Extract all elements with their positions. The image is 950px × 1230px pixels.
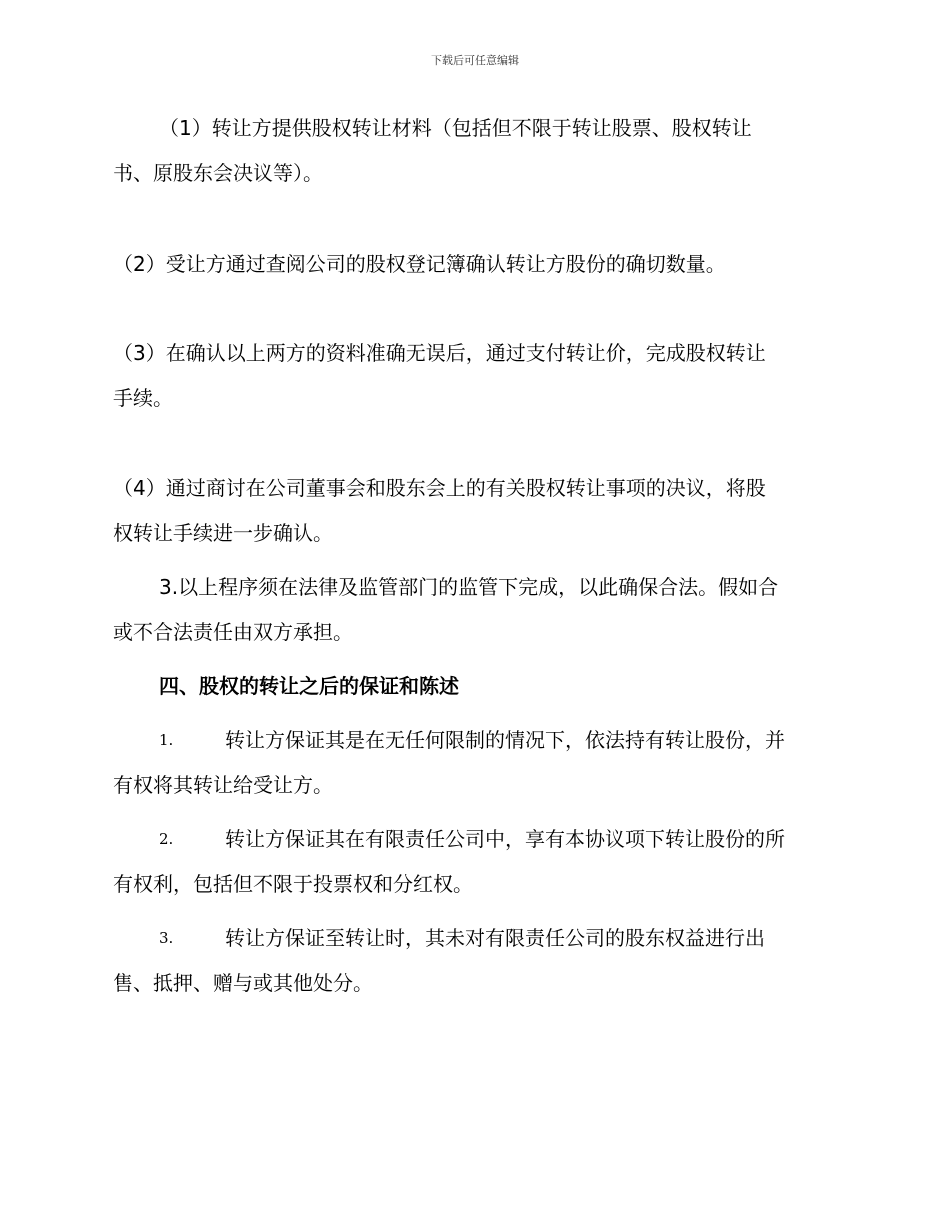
list-item-line xyxy=(113,718,848,763)
list-item-line: 有权利，包括但不限于投票权和分红权。 xyxy=(113,872,473,896)
list-item xyxy=(113,718,848,808)
paragraph-line: 书、原股东会决议等）。 xyxy=(113,161,323,185)
list-item-text: 转让方保证至转让时，其未对有限责任公司的股东权益进行出 xyxy=(225,926,765,950)
list-item-number: 2. xyxy=(159,830,174,848)
list-item-number: 3. xyxy=(159,929,174,947)
paragraph-item-2 xyxy=(113,242,848,287)
list-item-line xyxy=(113,916,848,961)
paragraph-line: 手续。 xyxy=(113,386,173,410)
paragraph-line: 3.以上程序须在法律及监管部门的监管下完成，以此确保合法。假如合 xyxy=(159,575,779,599)
list-item xyxy=(113,817,848,907)
list-item-line xyxy=(113,817,848,862)
list-item-text: 转让方保证其是在无任何限制的情况下，依法持有转让股份，并 xyxy=(225,728,785,752)
paragraph-item-4 xyxy=(113,466,848,556)
paragraph-line: （3）在确认以上两方的资料准确无误后，通过支付转让价，完成股权转让 xyxy=(113,341,766,365)
page-header: 下载后可任意编辑 xyxy=(431,54,519,67)
list-item-line: 有权将其转让给受让方。 xyxy=(113,773,333,797)
section-heading-text: 四、股权的转让之后的保证和陈述 xyxy=(159,674,459,698)
paragraph-line: （2）受让方通过查阅公司的股权登记簿确认转让方股份的确切数量。 xyxy=(113,252,726,276)
paragraph-clause-3 xyxy=(113,565,848,655)
list-item-number: 1. xyxy=(159,731,174,749)
list-item-line: 售、抵押、赠与或其他处分。 xyxy=(113,971,373,995)
paragraph-line: 或不合法责任由双方承担。 xyxy=(113,620,353,644)
section-heading xyxy=(113,664,848,709)
paragraph-item-1 xyxy=(113,106,848,196)
paragraph-item-3 xyxy=(113,331,848,421)
paragraph-line: 权转让手续进一步确认。 xyxy=(113,521,333,545)
list-item-text: 转让方保证其在有限责任公司中，享有本协议项下转让股份的所 xyxy=(225,827,785,851)
list-item xyxy=(113,916,848,1006)
paragraph-line: （4）通过商讨在公司董事会和股东会上的有关股权转让事项的决议，将股 xyxy=(113,476,766,500)
paragraph-line: （1）转让方提供股权转让材料（包括但不限于转让股票、股权转让 xyxy=(159,116,752,140)
